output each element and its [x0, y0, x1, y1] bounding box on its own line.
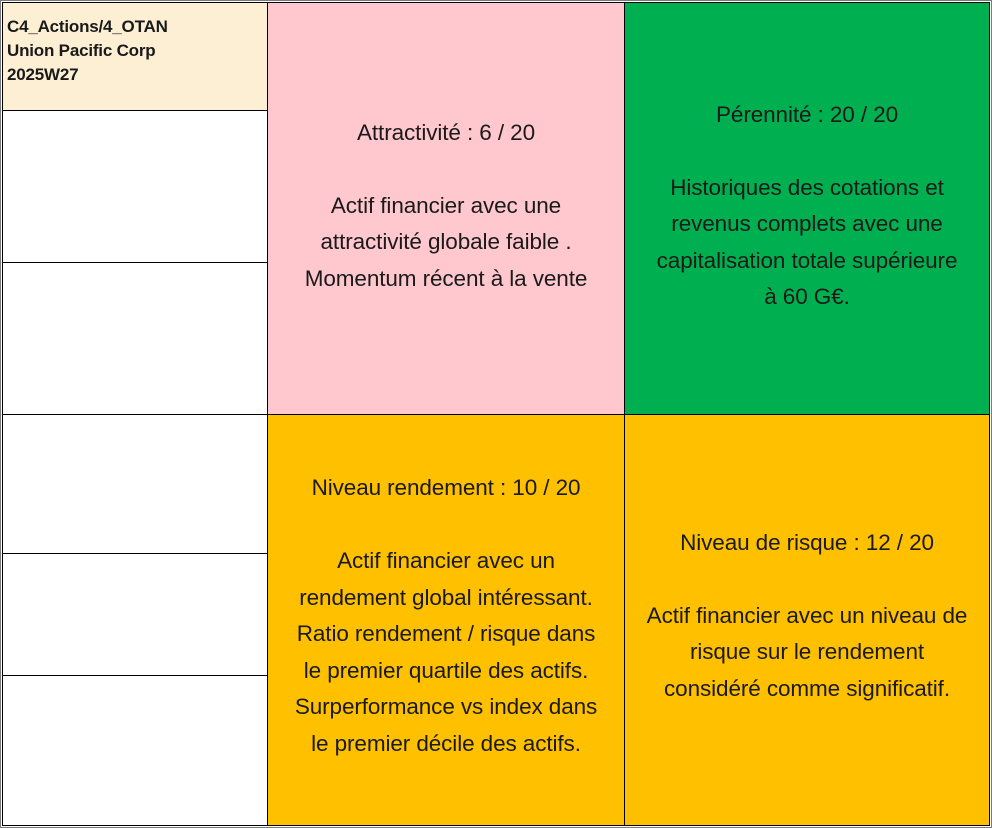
rendement-text-line: rendement global intéressant. [299, 584, 593, 610]
empty-cell[interactable] [2, 262, 268, 415]
attractivite-text-line: attractivité globale faible . [320, 229, 572, 255]
perennite-text-line: capitalisation totale supérieure [656, 247, 958, 273]
risque-cell[interactable] [624, 414, 990, 826]
attractivite-cell[interactable] [267, 2, 625, 415]
week-label: 2025W27 [7, 65, 79, 84]
rendement-text-line: Ratio rendement / risque dans [296, 621, 596, 646]
empty-cell[interactable] [2, 675, 268, 826]
perennite-text-line: Historiques des cotations et [670, 174, 944, 200]
risque-text-line: risque sur le rendement [689, 639, 925, 665]
perennite-cell[interactable] [624, 2, 990, 415]
perennite-text-line: à 60 G€. [764, 284, 850, 309]
risque-text-line: Actif financier avec un niveau de [646, 602, 968, 628]
rendement-text-line: Actif financier avec un [337, 548, 555, 573]
risque-title: Niveau de risque : 12 / 20 [680, 529, 934, 555]
rendement-text-line: le premier décile des actifs. [311, 730, 581, 756]
empty-cell[interactable] [2, 414, 268, 554]
company-name: Union Pacific Corp [7, 41, 156, 60]
perennite-title: Pérennité : 20 / 20 [716, 101, 898, 127]
rendement-text-line: Surperformance vs index dans [294, 694, 598, 719]
empty-cell[interactable] [2, 553, 268, 676]
rendement-text-line: le premier quartile des actifs. [303, 657, 589, 683]
category-label: C4_Actions/4_OTAN [7, 17, 168, 36]
attractivite-text-line: Actif financier avec une [330, 192, 562, 218]
attractivite-title: Attractivité : 6 / 20 [357, 119, 535, 145]
perennite-text-line: revenus complets avec une [671, 211, 943, 236]
rendement-cell[interactable] [267, 414, 625, 826]
rendement-title: Niveau rendement : 10 / 20 [311, 475, 581, 500]
asset-header-cell[interactable] [2, 2, 268, 111]
empty-cell[interactable] [2, 110, 268, 263]
risque-text-line: considéré comme significatif. [664, 675, 950, 701]
attractivite-text-line: Momentum récent à la vente [304, 265, 588, 291]
